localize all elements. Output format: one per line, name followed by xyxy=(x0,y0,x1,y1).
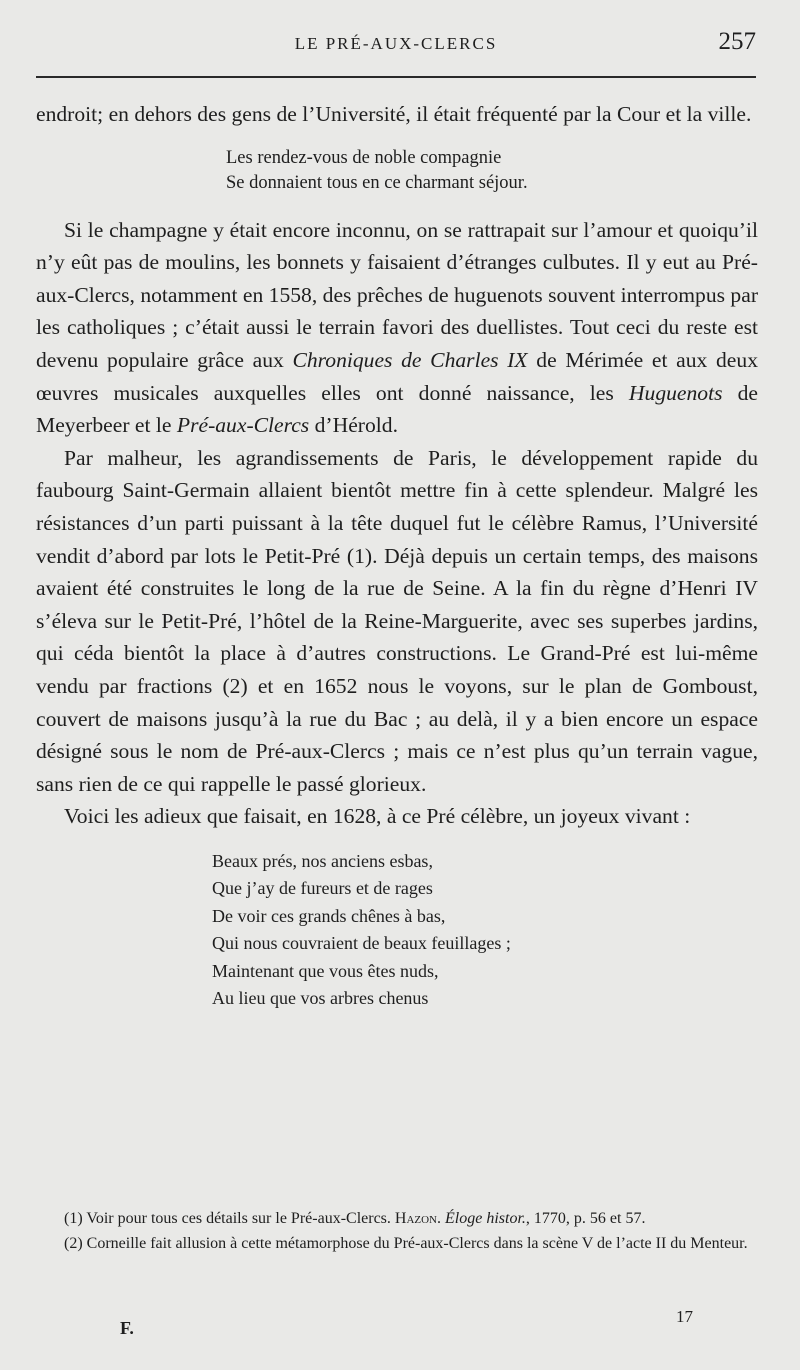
verse-line: Se donnaient tous en ce charmant séjour. xyxy=(226,172,528,193)
italic-title-pre-aux-clercs: Pré-aux-Clercs xyxy=(176,413,310,438)
text-run: d’Hérold. xyxy=(309,413,398,438)
text-run: de Meyerbeer et le xyxy=(36,380,759,438)
text-run: (1) Voir pour tous ces détails sur le Pré-aux-Clercs. xyxy=(64,1210,395,1227)
page-number: 257 xyxy=(718,28,756,55)
footnote-title: Éloge histor. xyxy=(445,1210,526,1227)
verse-line: Que j’ay de fureurs et de rages xyxy=(212,878,433,899)
verse-quote-2 xyxy=(36,848,758,1013)
paragraph-2 xyxy=(36,214,758,442)
italic-title-huguenots: Huguenots xyxy=(628,380,723,405)
body-text xyxy=(36,98,758,1013)
running-head xyxy=(36,28,756,64)
signature-mark: F. xyxy=(120,1318,134,1338)
verse-line: Les rendez-vous de noble compagnie xyxy=(226,147,502,168)
verse-line: De voir ces grands chênes à bas, xyxy=(212,905,446,926)
italic-title-chroniques: Chroniques de Charles IX xyxy=(292,347,528,372)
footnote-author: Hazon xyxy=(394,1210,437,1227)
footnote-1 xyxy=(46,1207,764,1232)
verse-line: Qui nous couvraient de beaux feuillages ; xyxy=(212,933,511,954)
text-run: Si le champagne y était encore inconnu, on se rattrapait sur l’amour et quoiqu’il n’y eût pas de moulins, les bonnets y faisaient d’étranges culbutes. Il y eut au Pré-aux-Clercs, notamment en 1558, des prêches de huguenots souvent interrompus par les catholiques ; c’était aussi le terrain favori des duellistes. Tout ceci du reste est devenu populaire grâce aux xyxy=(36,217,759,372)
text-run: , 1770, p. 56 et 57. xyxy=(525,1210,646,1227)
verse-line: Maintenant que vous êtes nuds, xyxy=(212,960,439,981)
paragraph-3: Par malheur, les agrandissements de Paris, le développement rapide du faubourg Saint-Germain allaient bientôt mettre fin à cette splendeur. Malgré les résistances d’un parti puissant à la tête duquel fut le célèbre Ramus, l’Université vendit d’abord par lots le Petit-Pré (1). Déjà depuis un certain temps, des maisons avaient été construites le long de la rue de Seine. A la fin du règne d’Henri IV s’éleva sur le Petit-Pré, l’hôtel de la Reine-Marguerite, avec ses superbes jardins, qui céda bientôt la place à d’autres constructions. Le Grand-Pré est lui-même vendu par fractions (2) et en 1652 nous le voyons, sur le plan de Gomboust, couvert de maisons jusqu’à la rue du Bac ; au delà, il y a bien encore un espace désigné sous le nom de Pré-aux-Clercs ; mais ce n’est plus qu’un terrain vague, sans rien de ce qui rappelle le passé glorieux. xyxy=(36,445,758,796)
running-title: LE PRÉ-AUX-CLERCS xyxy=(294,34,498,53)
text-run: . xyxy=(437,1210,445,1227)
verse-quote-1 xyxy=(36,146,758,196)
header-rule xyxy=(36,76,756,78)
sheet-number: 17 xyxy=(676,1307,693,1326)
footnotes xyxy=(46,1207,764,1256)
paragraph-1: endroit; en dehors des gens de l’Université, il était fréquenté par la Cour et la ville. xyxy=(36,102,752,126)
verse-line: Au lieu que vos arbres chenus xyxy=(212,988,429,1009)
paragraph-4: Voici les adieux que faisait, en 1628, à ce Pré célèbre, un joyeux vivant : xyxy=(64,804,691,829)
verse-line: Beaux prés, nos anciens esbas, xyxy=(212,850,433,871)
text-run: de Mérimée et aux deux œuvres musicales auxquelles elles ont donné naissance, les xyxy=(36,347,758,405)
footnote-2: (2) Corneille fait allusion à cette métamorphose du Pré-aux-Clercs dans la scène V de l’acte II du Menteur. xyxy=(64,1234,748,1252)
